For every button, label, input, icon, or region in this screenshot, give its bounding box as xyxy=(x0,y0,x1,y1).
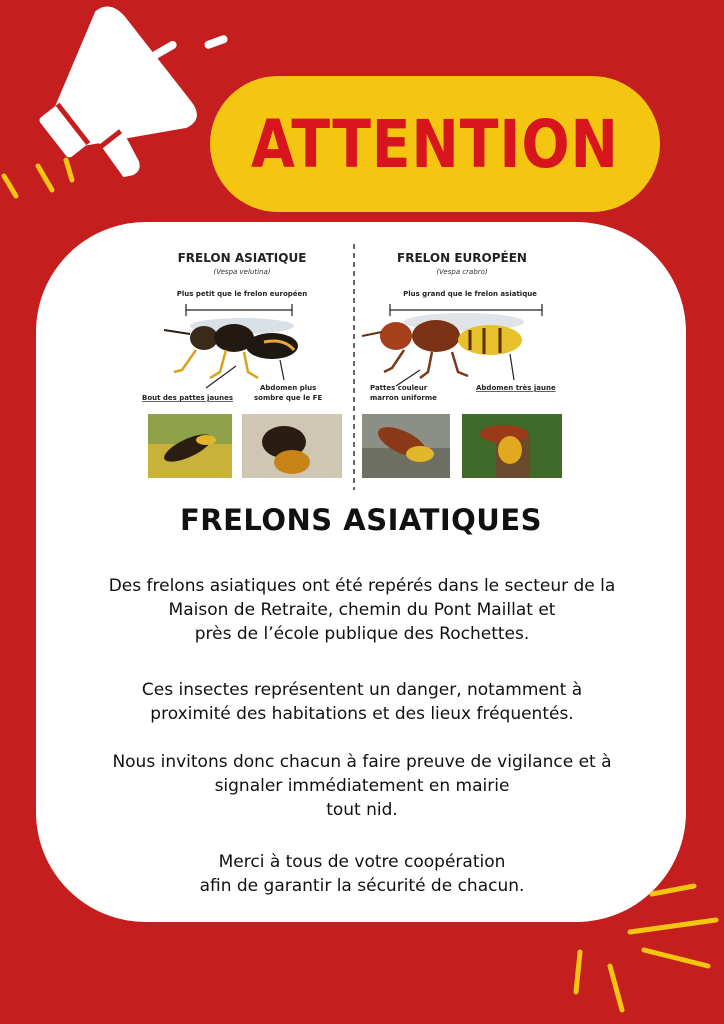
paragraph-line: afin de garantir la sécurité de chacun. xyxy=(199,876,525,896)
paragraph-vigilance xyxy=(46,750,678,822)
paragraph-line: signaler immédiatement en mairie xyxy=(214,776,510,796)
european-hornet-photo-2 xyxy=(462,414,562,478)
megaphone-icon xyxy=(0,0,230,200)
asian-hornet-label: FRELON ASIATIQUE xyxy=(177,251,307,265)
asian-leg-note: Bout des pattes jaunes xyxy=(142,394,234,402)
paragraph-sightings xyxy=(46,574,678,646)
european-hornet-label: FRELON EUROPÉEN xyxy=(397,251,527,265)
asian-size-note: Plus petit que le frelon européen xyxy=(176,290,308,298)
paragraph-danger xyxy=(46,678,678,726)
asian-hornet-photo-2 xyxy=(242,414,342,478)
european-hornet-photo-1 xyxy=(362,414,450,478)
paragraph-line: tout nid. xyxy=(326,800,398,820)
paragraph-line: Ces insectes représentent un danger, notamment à xyxy=(141,680,583,700)
asian-hornet-photo-1 xyxy=(148,414,232,478)
paragraph-line: proximité des habitations et des lieux fréquentés. xyxy=(150,704,574,724)
european-leg-note-1: Pattes couleur xyxy=(370,384,428,392)
asian-hornet-latin: (Vespa velutina) xyxy=(213,268,271,276)
paragraph-line: Maison de Retraite, chemin du Pont Maillat et xyxy=(168,600,556,620)
european-abdomen-note: Abdomen très jaune xyxy=(476,384,556,392)
paragraph-line: près de l’école publique des Rochettes. xyxy=(194,624,530,644)
paragraph-line: Des frelons asiatiques ont été repérés dans le secteur de la xyxy=(108,576,616,596)
asian-abdomen-note-2: sombre que le FE xyxy=(254,394,323,402)
european-size-note: Plus grand que le frelon asiatique xyxy=(403,290,537,298)
corner-rays-decoration xyxy=(560,880,724,1024)
hornet-comparison-figure xyxy=(134,238,574,490)
asian-abdomen-note-1: Abdomen plus xyxy=(260,384,317,392)
european-leg-note-2: marron uniforme xyxy=(370,394,437,402)
paragraph-line: Nous invitons donc chacun à faire preuve de vigilance et à xyxy=(112,752,612,772)
paragraph-line: Merci à tous de votre coopération xyxy=(218,852,506,872)
european-hornet-latin: (Vespa crabro) xyxy=(436,268,488,276)
attention-title: ATTENTION xyxy=(251,105,619,183)
attention-banner xyxy=(210,76,660,212)
main-title: FRELONS ASIATIQUES xyxy=(179,503,543,537)
